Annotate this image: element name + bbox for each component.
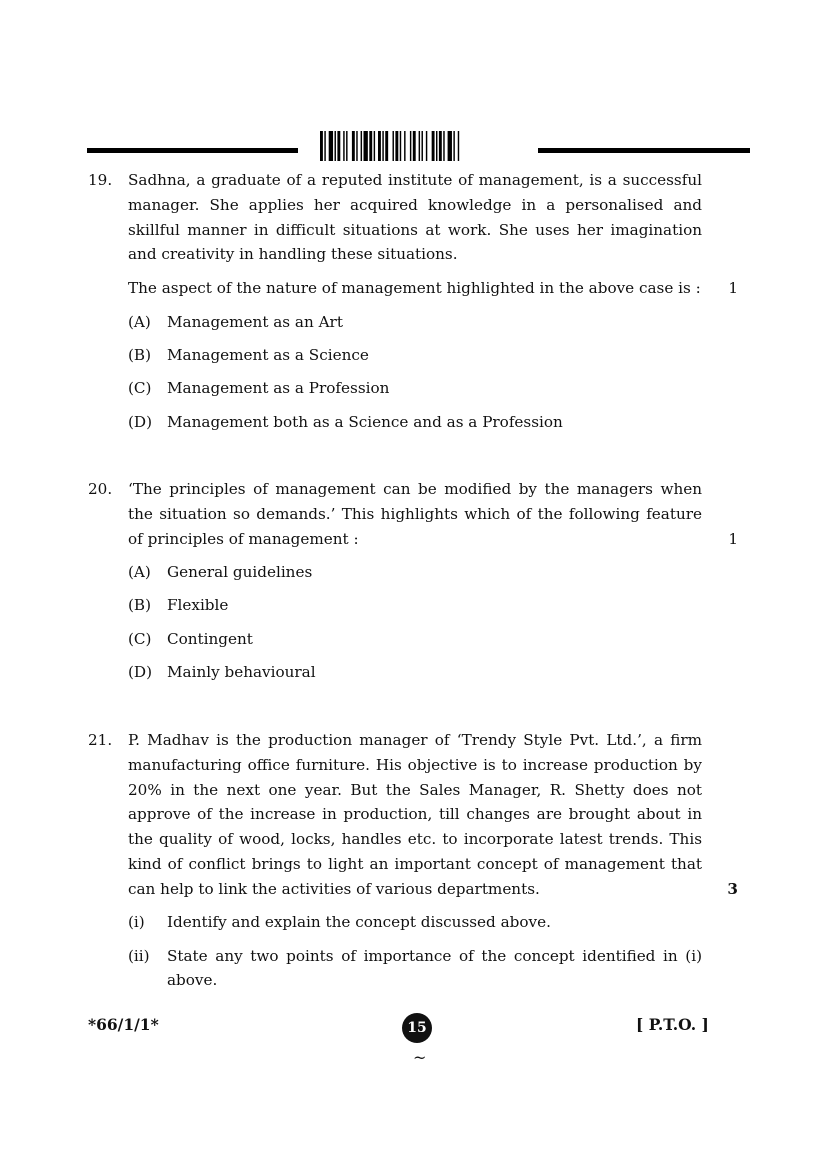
question-number: 21. — [88, 731, 113, 749]
option-text: Management as a Science — [167, 345, 369, 364]
page-number-badge: 15 — [402, 1013, 432, 1043]
question-21 — [88, 728, 748, 993]
option-text: Contingent — [167, 629, 253, 648]
question-19 — [88, 168, 748, 435]
option-text: Flexible — [167, 596, 229, 615]
question-number: 20. — [88, 480, 113, 498]
option-label: (C) — [128, 379, 152, 398]
option-label: (D) — [128, 663, 153, 682]
barcode-icon — [320, 131, 506, 161]
question-text: Sadhna, a graduate of a reputed institute of management, is a successful manager. She applies her acquired knowledge in a personalised and skillful manner in difficult situations at work. She uses her imagination and creativity in handling these situations. — [128, 171, 702, 264]
option-label: (D) — [128, 412, 153, 431]
subpart-label: (i) — [128, 913, 145, 932]
option-text: Mainly behavioural — [167, 663, 316, 682]
option-a[interactable] — [128, 310, 748, 335]
option-b[interactable] — [128, 593, 748, 618]
question-prompt-text: The aspect of the nature of management highlighted in the above case is : — [128, 279, 701, 298]
marks-badge: 1 — [728, 529, 738, 548]
subpart-ii — [128, 944, 748, 994]
subpart-text: Identify and explain the concept discussed above. — [167, 913, 551, 932]
option-b[interactable] — [128, 343, 748, 368]
option-label: (A) — [128, 312, 151, 331]
question-text — [128, 728, 738, 902]
question-prompt — [128, 276, 738, 301]
option-label: (B) — [128, 596, 152, 615]
page-tilde: ~ — [413, 1048, 427, 1067]
subpart-text: State any two points of importance of the concept identified in (i) above. — [167, 946, 702, 990]
subpart-i — [128, 910, 748, 935]
option-c[interactable] — [128, 376, 748, 401]
question-text-body: P. Madhav is the production manager of ‘Trendy Style Pvt. Ltd.’, a firm manufacturing office furniture. His objective is to increase production by 20% in the next one year. But the Sales Manager, R. Shetty does not approve of the increase in production, till changes are brought about in the quality of wood, locks, handles etc. to incorporate latest trends. This kind of conflict brings to light an important concept of management that can help to link the activities of various departments. — [128, 731, 702, 898]
option-d[interactable] — [128, 410, 748, 435]
marks-badge: 3 — [727, 879, 738, 898]
option-text: General guidelines — [167, 562, 313, 581]
question-text — [128, 477, 738, 551]
option-label: (C) — [128, 629, 152, 648]
option-label: (B) — [128, 345, 152, 364]
option-label: (A) — [128, 562, 151, 581]
option-c[interactable] — [128, 627, 748, 652]
pto-label: [ P.T.O. ] — [636, 1015, 709, 1034]
option-d[interactable] — [128, 660, 748, 685]
option-text: Management both as a Science and as a Profession — [167, 412, 563, 431]
paper-code: *66/1/1* — [88, 1015, 159, 1034]
question-number: 19. — [88, 171, 113, 189]
subpart-label: (ii) — [128, 946, 150, 965]
option-a[interactable] — [128, 560, 748, 585]
question-text-body: ‘The principles of management can be modified by the managers when the situation so demands.’ This highlights which of the following feature of principles of management : — [128, 480, 702, 548]
option-text: Management as an Art — [167, 312, 343, 331]
option-text: Management as a Profession — [167, 379, 390, 398]
marks-badge: 1 — [728, 279, 738, 298]
question-20 — [88, 477, 748, 685]
header-rule-right — [538, 148, 750, 153]
header-rule-left — [87, 148, 298, 153]
